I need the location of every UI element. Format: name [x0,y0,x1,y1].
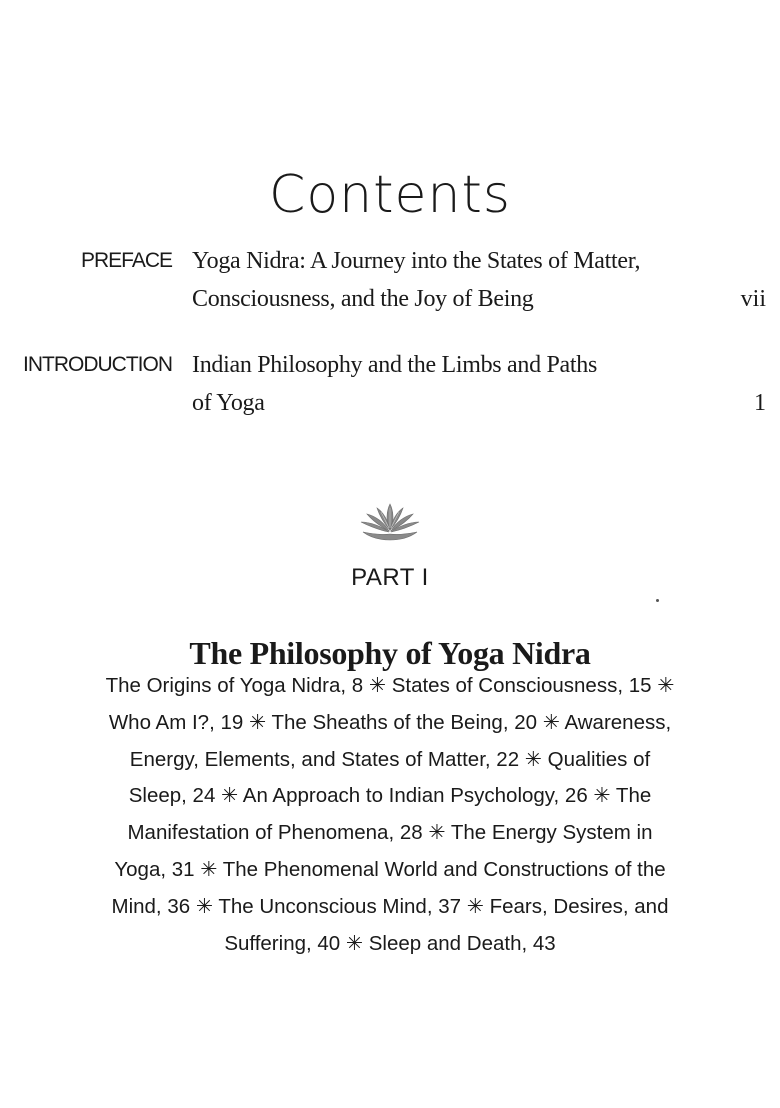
toc-entry-label: PREFACE [80,249,172,272]
toc-entry-introduction[interactable] [0,346,780,426]
toc-entry-page-number: vii [740,286,766,312]
chapter-list-line: Energy, Elements, and States of Matter, 22 ✳ Qualities of [129,747,651,771]
toc-entry-label: INTRODUCTION [23,353,172,376]
part-label: PART I [351,564,429,591]
chapter-list-line: Mind, 36 ✳ The Unconscious Mind, 37 ✳ Fears, Desires, and [111,894,669,918]
chapter-list-line: Sleep, 24 ✳ An Approach to Indian Psychology, 26 ✳ The [128,784,652,808]
toc-entry-title [192,346,712,422]
chapter-list-line: Suffering, 40 ✳ Sleep and Death, 43 [224,931,556,955]
chapter-list-line: Yoga, 31 ✳ The Phenomenal World and Constructions of the [114,857,666,881]
toc-entry-preface[interactable] [0,242,780,322]
chapter-list-line: Manifestation of Phenomena, 28 ✳ The Energy System in [127,821,653,845]
toc-entry-title-line: of Yoga [192,390,265,416]
toc-entry-title [192,242,712,318]
toc-entry-title-line: Consciousness, and the Joy of Being [192,286,534,312]
part-title: The Philosophy of Yoga Nidra [189,634,591,671]
toc-entry-title-line: Indian Philosophy and the Limbs and Paths [192,352,598,378]
toc-entry-page-number: 1 [754,390,766,416]
scan-speck [656,599,659,602]
lotus-icon [355,500,425,544]
chapter-list [40,668,740,962]
toc-entry-title-line: Yoga Nidra: A Journey into the States of Matter, [192,248,641,274]
chapter-list-line: The Origins of Yoga Nidra, 8 ✳ States of Consciousness, 15 ✳ [105,674,675,697]
chapter-list-line: Who Am I?, 19 ✳ The Sheaths of the Being, 20 ✳ Awareness, [108,710,672,734]
page-title: Contents [269,164,511,225]
